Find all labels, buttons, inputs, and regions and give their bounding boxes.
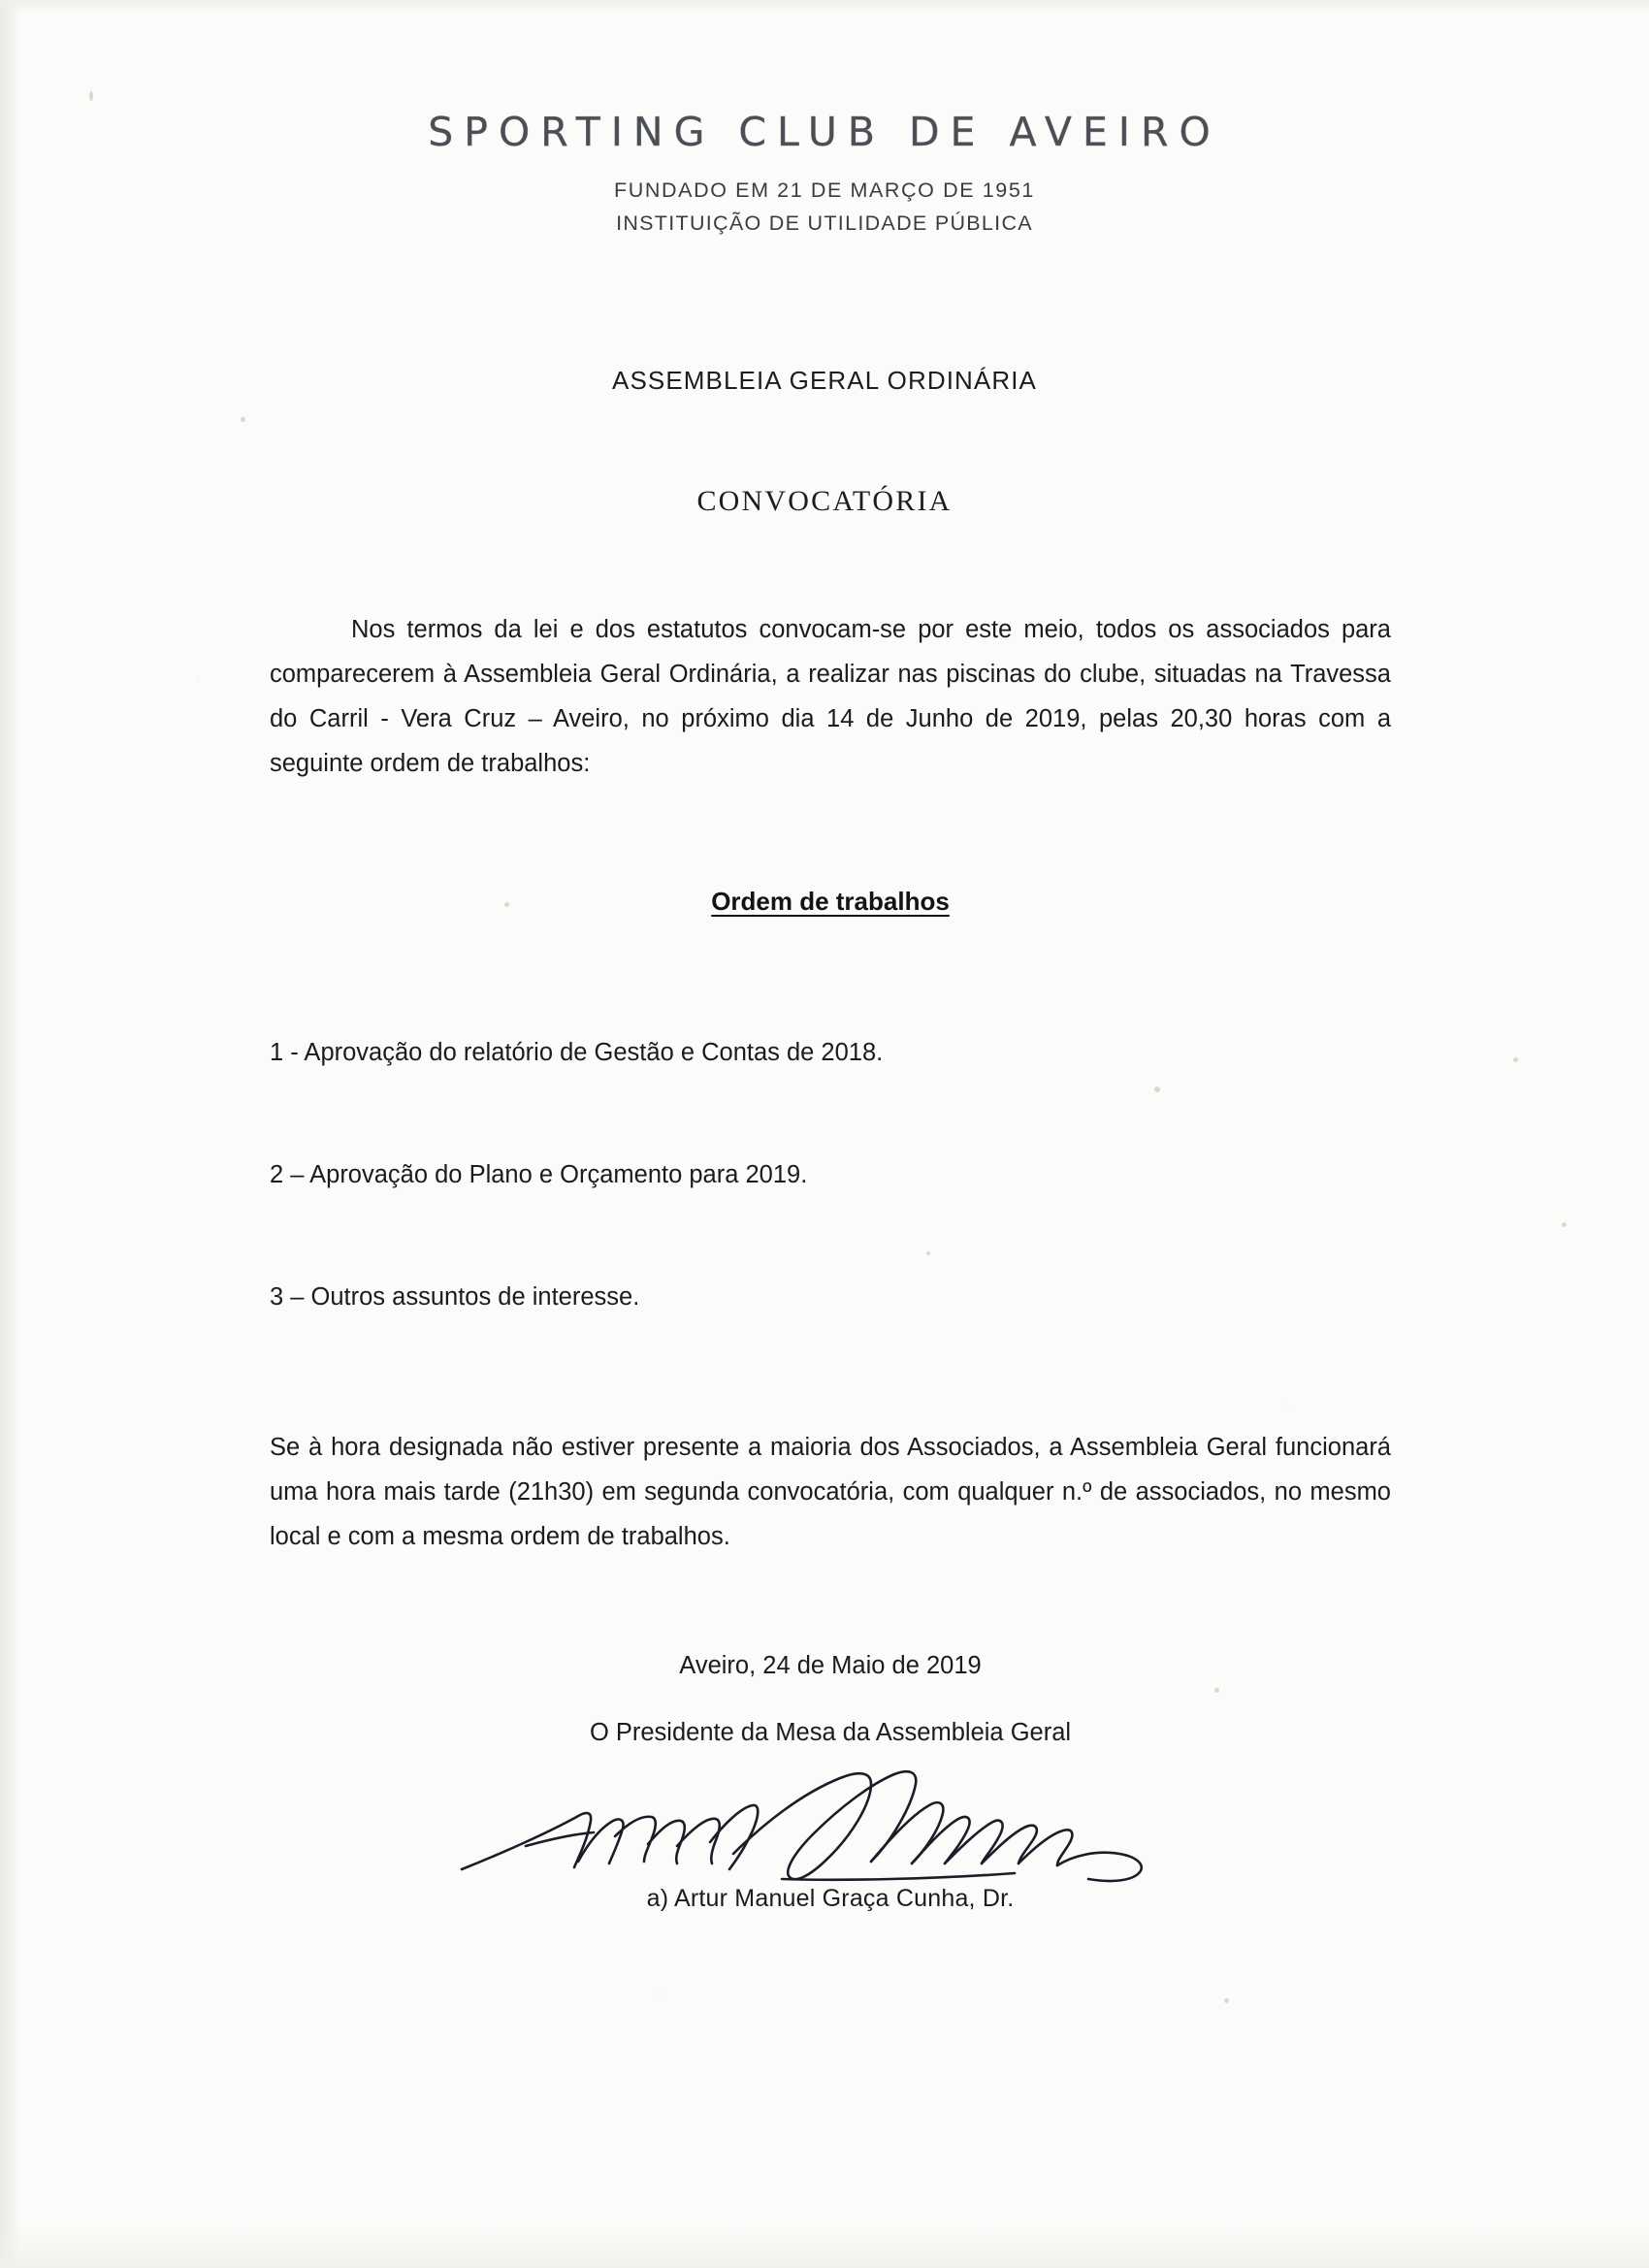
signatory-name: a) Artur Manuel Graça Cunha, Dr. <box>646 1885 1015 1912</box>
signatory-role: O Presidente da Mesa da Assembleia Geral <box>589 1719 1072 1746</box>
agenda-item: 1 - Aprovação do relatório de Gestão e Contas de 2018. <box>270 1039 884 1066</box>
scan-speck <box>1224 1998 1229 2003</box>
scan-edge-bottom <box>0 2229 1649 2268</box>
letterhead <box>0 109 1649 236</box>
quorum-paragraph: Se à hora designada não estiver presente a maioria dos Associados, a Assembleia Geral funcionará uma hora mais tarde (21h30) em segunda convocatória, com qualquer n.º de associados, no mesmo local e com a mesma ordem de trabalhos. <box>270 1434 1391 1550</box>
utility-line: INSTITUIÇÃO DE UTILIDADE PÚBLICA <box>616 211 1033 235</box>
signature-block <box>270 1652 1391 1913</box>
convocation-title: CONVOCATÓRIA <box>696 485 953 517</box>
assembly-title: ASSEMBLEIA GERAL ORDINÁRIA <box>612 366 1037 395</box>
agenda-item: 2 – Aprovação do Plano e Orçamento para 2019. <box>270 1161 808 1188</box>
place-date: Aveiro, 24 de Maio de 2019 <box>679 1652 982 1679</box>
agenda-heading: Ordem de trabalhos <box>711 887 950 916</box>
founded-line: FUNDADO EM 21 DE MARÇO DE 1951 <box>614 178 1035 202</box>
club-name: SPORTING CLUB DE AVEIRO <box>428 109 1221 155</box>
intro-paragraph: Nos termos da lei e dos estatutos convocam-se por este meio, todos os associados para comparecerem à Assembleia Geral Ordinária, a realizar nas piscinas do clube, situadas na Travessa do Carril - Vera Cruz – Aveiro, no próximo dia 14 de Junho de 2019, pelas 20,30 horas com a seguinte ordem de trabalhos: <box>270 616 1391 777</box>
agenda-item: 3 – Outros assuntos de interesse. <box>270 1283 640 1311</box>
document-body <box>270 607 1391 1913</box>
